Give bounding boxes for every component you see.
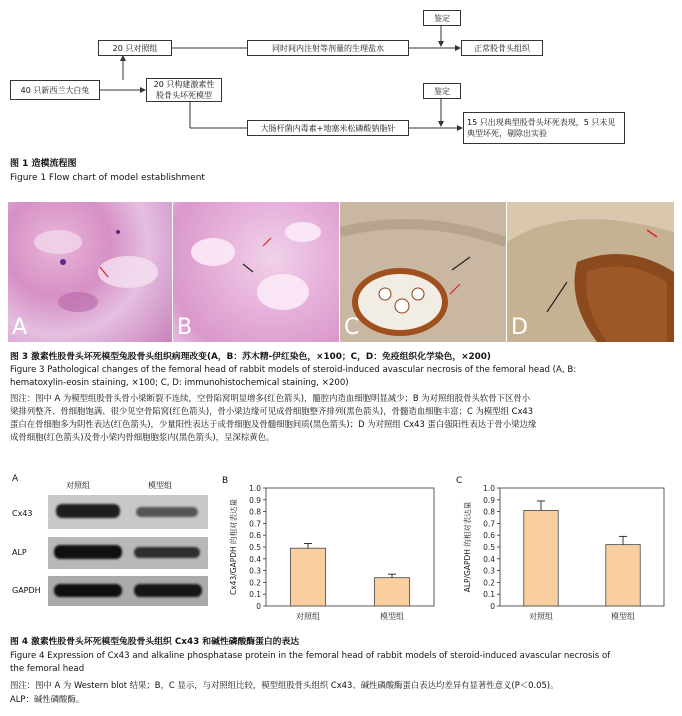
histology-texture-a — [8, 202, 172, 342]
flow-box-model-group: 20 只构建激素性股骨头坏死模型 — [146, 78, 222, 102]
y-tick-label: 0.6 — [483, 531, 495, 541]
y-tick-label: 0.1 — [249, 590, 261, 600]
bar-chart-cx43 — [220, 478, 446, 628]
flow-box-normal-tissue: 正常股骨头组织 — [461, 40, 543, 56]
panel-label-b: B — [177, 315, 193, 340]
y-tick-label: 0.8 — [249, 507, 261, 517]
bar-chart-alp — [454, 478, 676, 628]
fig4-note-line1: 图注：图中 A 为 Western blot 结果；B，C 显示，与对照组比较，模型组股骨头组织 Cx43、碱性磷酸酶蛋白表达均差异有显著性意义(P＜0.05)。 — [10, 680, 559, 690]
flow-box-injection: 大肠杆菌内毒素+地塞米松磷酸钠脂针 — [247, 120, 409, 136]
y-tick-label: 0.4 — [249, 554, 261, 564]
flow-box-identify-2: 鉴定 — [423, 83, 461, 99]
y-tick-label: 0.4 — [483, 554, 495, 564]
fig3-note-line1: 图注：图中 A 为模型组股骨头骨小梁断裂不连续，空骨陷窝明显增多(红色箭头)，髓腔内造血细胞明显减少；B 为对照组股骨头软骨下区骨小 — [10, 393, 531, 403]
bar-0 — [290, 548, 325, 606]
y-tick-label: 1.0 — [483, 484, 495, 493]
fig3-title-zh: 图 3 激素性股骨头坏死模型兔股骨头组织病理改变(A，B：苏木精-伊红染色，×100；C，D：免疫组织化学染色，×200) — [10, 352, 491, 362]
blot-band-gapdh-model — [134, 584, 202, 597]
fig3-title-en-line2: hematoxylin-eosin staining, ×100; C, D: immunohistochemical staining, ×200) — [10, 378, 349, 388]
fig4-title-en-line2: the femoral head — [10, 664, 85, 674]
blot-band-cx43-model — [136, 507, 198, 517]
y-tick-label: 0 — [256, 602, 261, 611]
blot-band-cx43-control — [56, 504, 120, 518]
bar-1 — [606, 545, 640, 606]
fig4-title-en-line1: Figure 4 Expression of Cx43 and alkaline phosphatase protein in the femoral head of rabbit models of steroid-induced avascular necrosis of — [10, 651, 611, 661]
panel-label-a: A — [12, 315, 28, 340]
y-tick-label: 0.2 — [483, 578, 495, 588]
histology-panel-d — [507, 202, 674, 342]
blot-band-alp-model — [134, 547, 200, 558]
flow-box-saline: 同时间内注射等剂量的生理盐水 — [247, 40, 409, 56]
y-tick-label: 0.9 — [249, 495, 261, 505]
blot-row-cx43: Cx43 — [12, 509, 33, 518]
y-tick-label: 0 — [490, 602, 495, 611]
flow-box-rabbits: 40 只新西兰大白兔 — [10, 80, 100, 100]
y-tick-label: 0.7 — [483, 519, 495, 529]
x-tick-label: 模型组 — [380, 612, 404, 621]
blot-label-control: 对照组 — [66, 481, 90, 490]
blot-row-gapdh: GAPDH — [12, 586, 41, 595]
bar-1 — [374, 578, 409, 606]
fig4-title-zh: 图 4 激素性股骨头坏死模型兔股骨头组织 Cx43 和碱性磷酸酶蛋白的表达 — [10, 637, 300, 647]
blot-strip-cx43 — [48, 495, 208, 529]
fig3-note-line4: 成骨细胞(红色箭头)及骨小梁内骨细胞胞浆内(黑色箭头)，呈深棕黄色。 — [10, 432, 275, 442]
y-tick-label: 0.3 — [483, 566, 495, 576]
blot-strip-alp — [48, 537, 208, 569]
fig1-title-zh: 图 1 造模流程图 — [10, 159, 77, 169]
y-axis-label: Cx43/GAPDH 的相对表达量 — [229, 498, 238, 596]
blot-band-alp-control — [54, 545, 122, 559]
y-tick-label: 0.5 — [249, 543, 261, 552]
y-tick-label: 0.1 — [483, 590, 495, 600]
y-tick-label: 0.9 — [483, 495, 495, 505]
blot-row-alp: ALP — [12, 548, 27, 557]
blot-label-model: 模型组 — [148, 481, 172, 490]
fig1-title-en: Figure 1 Flow chart of model establishment — [10, 173, 205, 183]
y-tick-label: 0.7 — [249, 519, 261, 529]
histology-texture-c — [340, 202, 506, 342]
y-tick-label: 0.3 — [249, 566, 261, 576]
panel-label-fig4-c: C — [456, 476, 463, 486]
x-tick-label: 对照组 — [296, 612, 320, 621]
histology-panel-c — [340, 202, 506, 342]
flow-box-result: 15 只出现典型股骨头坏死表现，5 只未见典型坏死，剔除出实验 — [463, 112, 625, 144]
x-tick-label: 对照组 — [529, 612, 553, 621]
fig3-note-line3: 蛋白在骨细胞多为阴性表达(红色箭头)，少量阳性表达于成骨细胞及骨髓细胞间质(黑色箭头)；D 为对照组 Cx43 蛋白强阳性表达于骨小梁边缘 — [10, 419, 537, 429]
histology-texture-d — [507, 202, 674, 342]
y-axis-label: ALP/GAPDH 的相对表达量 — [463, 501, 472, 593]
bar-0 — [524, 510, 558, 606]
fig4-note-line2: ALP：碱性磷酸酶。 — [10, 694, 85, 704]
blot-band-gapdh-control — [54, 584, 122, 597]
fig3-note-line2: 梁排列整齐、骨细胞饱满、很少见空骨陷窝(红色箭头)，骨小梁边缘可见成骨细胞整齐排列(黑色箭头)，骨髓造血细胞丰富；C 为模型组 Cx43 — [10, 406, 534, 416]
x-tick-label: 模型组 — [611, 612, 635, 621]
y-tick-label: 1.0 — [249, 484, 261, 493]
histology-panel-b — [173, 202, 339, 342]
flow-box-identify-1: 鉴定 — [423, 10, 461, 26]
histology-panel-a — [8, 202, 172, 342]
y-tick-label: 0.6 — [249, 531, 261, 541]
blot-strip-gapdh — [48, 576, 208, 606]
flow-box-control-group: 20 只对照组 — [98, 40, 172, 56]
fig3-title-en-line1: Figure 3 Pathological changes of the femoral head of rabbit models of steroid-induced avascular necrosis of the femoral head (A, B: — [10, 365, 577, 375]
panel-label-d: D — [511, 315, 528, 340]
panel-label-c: C — [344, 315, 360, 340]
y-tick-label: 0.5 — [483, 543, 495, 552]
y-tick-label: 0.2 — [249, 578, 261, 588]
panel-label-fig4-a: A — [12, 474, 19, 484]
histology-texture-b — [173, 202, 339, 342]
panel-label-fig4-b: B — [222, 476, 229, 486]
y-tick-label: 0.8 — [483, 507, 495, 517]
